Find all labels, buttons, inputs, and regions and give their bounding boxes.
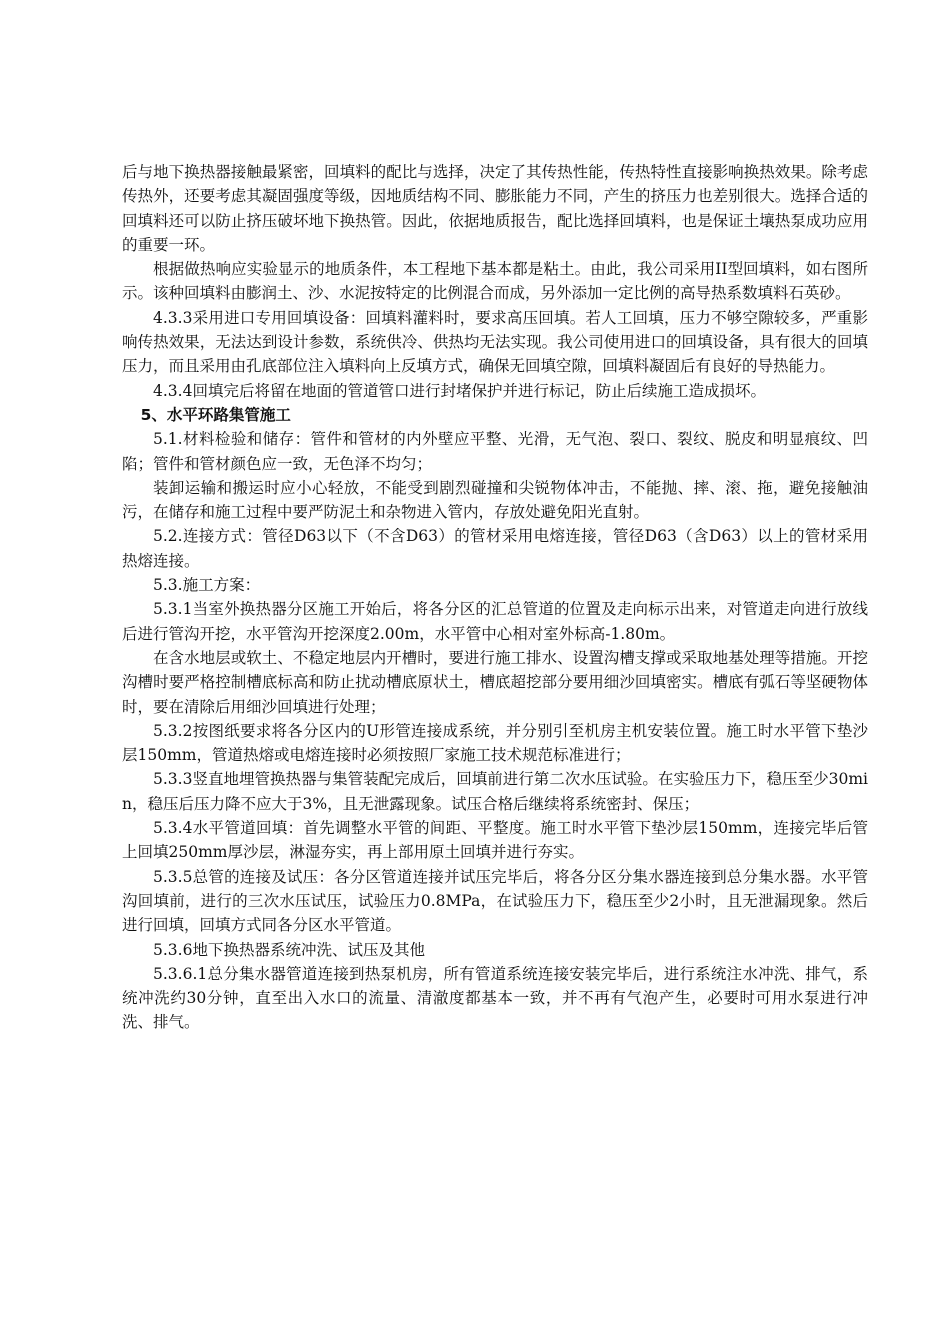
paragraph-5-3-3: 5.3.3竖直地埋管换热器与集管装配完成后，回填前进行第二次水压试验。在实验压力下，稳压至少30min，稳压后压力降不应大于3%，且无泄露现象。试压合格后继续将系统密封、保压；	[122, 770, 868, 813]
section-heading-5: 5、水平环路集管施工	[140, 405, 291, 424]
paragraph-5-3-6-1: 5.3.6.1总分集水器管道连接到热泵机房，所有管道系统连接安装完毕后，进行系统注水冲洗、排气，系统冲洗约30分钟，直至出入水口的流量、清澈度都基本一致，并不再有气泡产生，必要时可用水泵进行冲洗、排气。	[122, 964, 868, 1032]
paragraph-5-3-4: 5.3.4水平管道回填：首先调整水平管的间距、平整度。施工时水平管下垫沙层150mm，连接完毕后管上回填250mm厚沙层，淋湿夯实，再上部用原土回填并进行夯实。	[122, 819, 868, 862]
paragraph-5-1: 5.1.材料检验和储存：管件和管材的内外壁应平整、光滑，无气泡、裂口、裂纹、脱皮和明显痕纹、凹陷；管件和管材颜色应一致，无色泽不均匀；	[122, 430, 868, 473]
paragraph-5-1-handling: 装卸运输和搬运时应小心轻放，不能受到剧烈碰撞和尖锐物体冲击，不能抛、摔、滚、拖，避免接触油污，在储存和施工过程中要严防泥土和杂物进入管内，存放处避免阳光直射。	[122, 478, 868, 522]
paragraph-4-3-4: 4.3.4回填完后将留在地面的管道管口进行封堵保护并进行标记，防止后续施工造成损坏。	[153, 381, 766, 400]
paragraph-5-3-2: 5.3.2按图纸要求将各分区内的U形管连接成系统，并分别引至机房主机安装位置。施工时水平管下垫沙层150mm，管道热熔或电熔连接时必须按照厂家施工技术规范标准进行；	[122, 721, 868, 765]
paragraph-backfill-type: 根据做热响应实验显示的地质条件，本工程地下基本都是粘土。由此，我公司采用II型回填料，如右图所示。该种回填料由膨润土、沙、水泥按特定的比例混合而成，另外添加一定比例的高导热系数填料石英砂。	[122, 260, 868, 303]
paragraph-5-3-1: 5.3.1当室外换热器分区施工开始后，将各分区的汇总管道的位置及走向标示出来，对管道走向进行放线后进行管沟开挖，水平管沟开挖深度2.00m，水平管中心相对室外标高-1.80m。	[122, 600, 868, 643]
paragraph-4-3-3: 4.3.3采用进口专用回填设备：回填料灌料时，要求高压回填。若人工回填，压力不够空隙较多，严重影响传热效果，无法达到设计参数，系统供冷、供热均无法实现。我公司使用进口的回填设备，具有很大的回填压力，而且采用由孔底部位注入填料向上反填方式，确保无回填空隙，回填料凝固后有良好的导热能力。	[122, 308, 868, 376]
paragraph-5-3-6: 5.3.6地下换热器系统冲洗、试压及其他	[153, 940, 425, 959]
paragraph-backfill-intro: 后与地下换热器接触最紧密，回填料的配比与选择，决定了其传热性能，传热特性直接影响换热效果。除考虑传热外，还要考虑其凝固强度等级，因地质结构不同、膨胀能力不同，产生的挤压力也差别很大。选择合适的回填料还可以防止挤压破坏地下换热管。因此，依据地质报告，配比选择回填料，也是保证土壤热泵成功应用的重要一环。	[122, 163, 868, 254]
paragraph-5-2: 5.2.连接方式：管径D63以下（不含D63）的管材采用电熔连接，管径D63（含D63）以上的管材采用热熔连接。	[122, 527, 868, 570]
paragraph-5-3-5: 5.3.5总管的连接及试压：各分区管道连接并试压完毕后，将各分区分集水器连接到总分集水器。水平管沟回填前，进行的三次水压试压，试验压力0.8MPa，在试验压力下，稳压至少2小时，且无泄漏现象。然后进行回填，回填方式同各分区水平管道。	[122, 867, 868, 935]
paragraph-5-3-1-trench: 在含水地层或软土、不稳定地层内开槽时，要进行施工排水、设置沟槽支撑或采取地基处理等措施。开挖沟槽时要严格控制槽底标高和防止扰动槽底原状土，槽底超挖部分要用细沙回填密实。槽底有弧石等坚硬物体时，要在清除后用细沙回填进行处理；	[122, 648, 868, 716]
document-body	[122, 160, 868, 1035]
paragraph-5-3: 5.3.施工方案：	[153, 576, 261, 595]
